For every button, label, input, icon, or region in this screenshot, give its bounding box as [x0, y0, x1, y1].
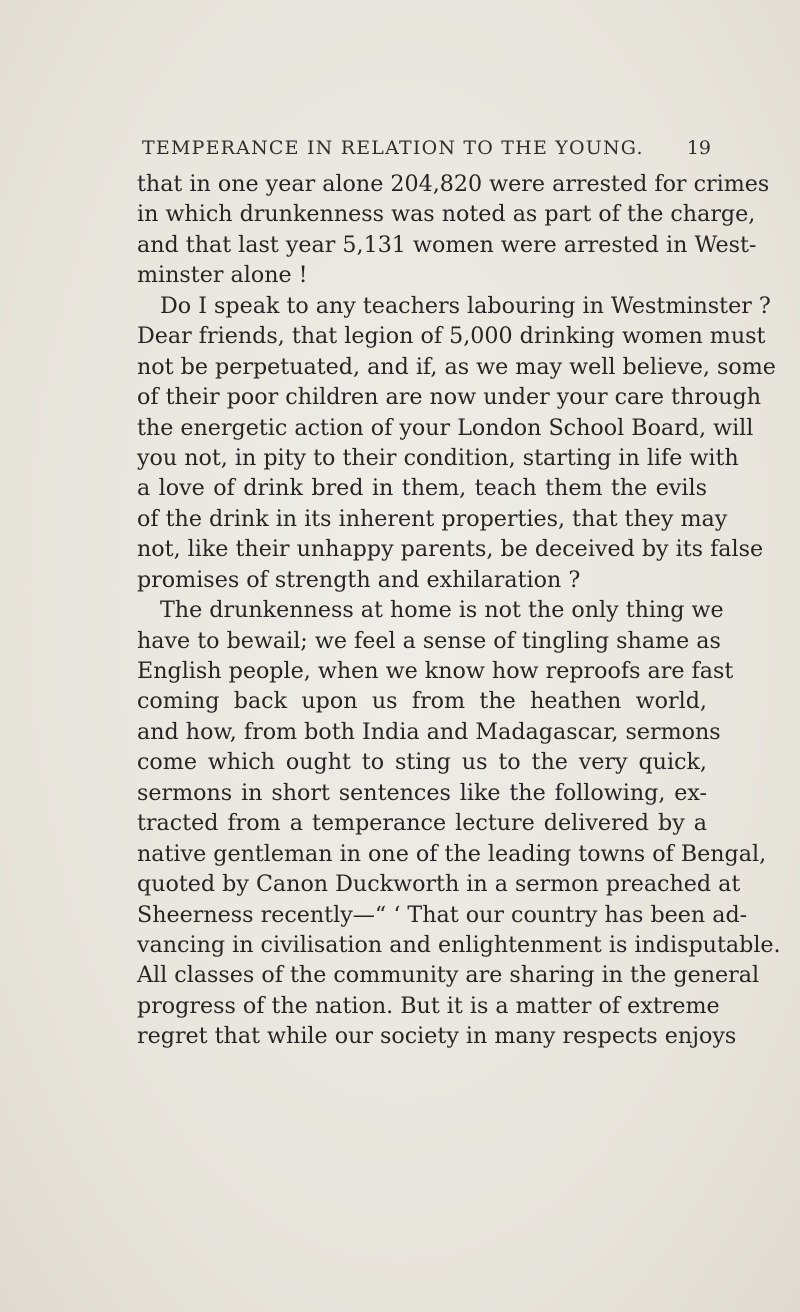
text-line: and how, from both India and Madagascar, sermons — [137, 718, 721, 745]
text-line: Sheerness recently—“ ‘ That our country has been ad- — [137, 901, 748, 928]
text-line: not be perpetuated, and if, as we may well believe, some — [137, 353, 776, 380]
text-line: have to bewail; we feel a sense of tingling shame as — [137, 627, 721, 654]
text-line: and that last year 5,131 women were arrested in West- — [137, 231, 757, 258]
text-line: coming back upon us from the heathen world, — [137, 688, 707, 715]
text-line: progress of the nation. But it is a matter of extreme — [137, 992, 720, 1019]
text-line: English people, when we know how reproofs are fast — [137, 658, 734, 684]
text-line: a love of drink bred in them, teach them the evils — [137, 475, 707, 502]
text-line: of their poor children are now under your care through — [137, 384, 762, 411]
text-line: sermons in short sentences like the following, ex- — [137, 779, 707, 806]
text-line: vancing in civilisation and enlightenment is indisputable. — [137, 931, 781, 958]
text-line: you not, in pity to their condition, starting in life with — [137, 444, 739, 471]
text-line: in which drunkenness was noted as part of the charge, — [137, 201, 756, 228]
page-number: 19 — [686, 137, 711, 159]
text-line: Dear friends, that legion of 5,000 drinking women must — [137, 323, 766, 350]
text-line: quoted by Canon Duckworth in a sermon preached at — [137, 871, 741, 898]
text-line: of the drink in its inherent properties, that they may — [137, 505, 728, 532]
text-line: Do I speak to any teachers labouring in Westminster ? — [160, 292, 771, 319]
text-line: come which ought to sting us to the very quick, — [137, 749, 707, 776]
text-line: that in one year alone 204,820 were arrested for crimes — [137, 171, 770, 197]
text-line: All classes of the community are sharing in the general — [137, 962, 760, 989]
text-line: tracted from a temperance lecture delivered by a — [137, 810, 707, 837]
text-line: regret that while our society in many respects enjoys — [137, 1023, 737, 1050]
running-head: TEMPERANCE IN RELATION TO THE YOUNG. — [142, 137, 644, 159]
text-line: the energetic action of your London School Board, will — [137, 414, 754, 441]
text-line: promises of strength and exhilaration ? — [137, 566, 581, 593]
text-line: minster alone ! — [137, 262, 308, 289]
text-line: not, like their unhappy parents, be deceived by its false — [137, 536, 764, 563]
body-text — [137, 169, 781, 1052]
page-header — [0, 137, 800, 165]
text-line: native gentleman in one of the leading towns of Bengal, — [137, 840, 767, 867]
text-line: The drunkenness at home is not the only thing we — [160, 597, 724, 624]
